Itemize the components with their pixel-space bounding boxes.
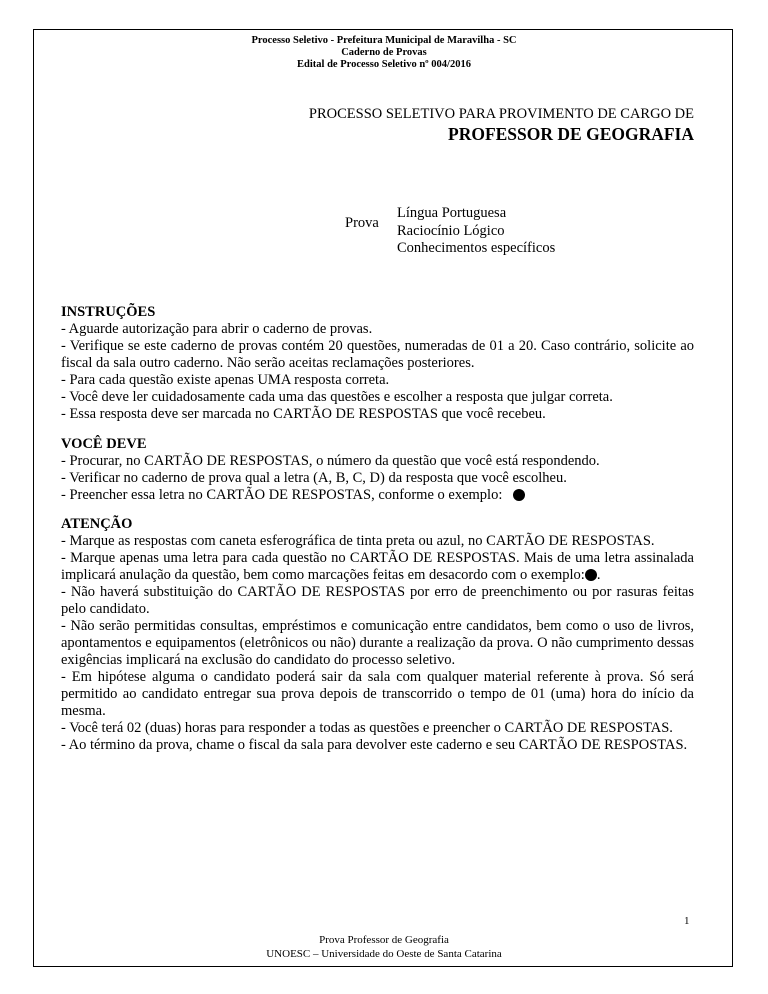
instrucoes-item: - Essa resposta deve ser marcada no CARTÃO DE RESPOSTAS que você recebeu. (61, 406, 546, 422)
document-header (0, 35, 768, 71)
instrucoes-item: - Verifique se este caderno de provas contém 20 questões, numeradas de 01 a 20. Caso contrário, solicite ao fiscal da sala outro caderno. Não serão aceitas reclamações posteriores. (61, 338, 694, 371)
header-line-1: Processo Seletivo - Prefeitura Municipal de Maravilha - SC (251, 35, 517, 46)
atencao-item (61, 550, 694, 584)
footer-line-2: UNOESC – Universidade do Oeste de Santa Catarina (266, 948, 502, 960)
voce-deve-item: - Verificar no caderno de prova qual a letra (A, B, C, D) da resposta que você escolheu. (61, 470, 567, 486)
header-line-3: Edital de Processo Seletivo nº 004/2016 (297, 59, 471, 70)
atencao-title: ATENÇÃO (61, 516, 133, 532)
atencao-item: - Marque as respostas com caneta esferográfica de tinta preta ou azul, no CARTÃO DE RESPOSTAS. (61, 533, 655, 549)
footer-line-1: Prova Professor de Geografia (319, 934, 449, 946)
prova-subject: Conhecimentos específicos (397, 240, 556, 256)
header-line-2: Caderno de Provas (341, 47, 427, 58)
title-line-2: PROFESSOR DE GEOGRAFIA (448, 124, 694, 144)
instrucoes-title: INSTRUÇÕES (61, 304, 156, 320)
atencao-item: - Você terá 02 (duas) horas para responder a todas as questões e preencher o CARTÃO DE RESPOSTAS. (61, 720, 673, 736)
atencao-item: - Não serão permitidas consultas, empréstimos e comunicação entre candidatos, bem como o uso de livros, apontamentos e equipamentos (eletrônicos ou não) durante a realização da prova. O não cumprimento dessas exigências implicará na exclusão do candidato do processo seletivo. (61, 618, 694, 668)
filled-bubble-example-icon (513, 489, 525, 501)
instrucoes-item: - Você deve ler cuidadosamente cada uma das questões e escolher a resposta que julgar correta. (61, 389, 613, 405)
prova-label: Prova (345, 215, 379, 231)
atencao-item: - Ao término da prova, chame o fiscal da sala para devolver este caderno e seu CARTÃO DE RESPOSTAS. (61, 737, 688, 753)
atencao-item: - Não haverá substituição do CARTÃO DE RESPOSTAS por erro de preenchimento ou por rasuras feitas pelo candidato. (61, 584, 694, 617)
voce-deve-item-example (61, 487, 694, 504)
title-block (309, 105, 694, 145)
page-number: 1 (684, 915, 690, 927)
atencao-item: - Em hipótese alguma o candidato poderá sair da sala com qualquer material referente à prova. Só será permitido ao candidato entregar sua prova depois de transcorrido o tempo de 01 (uma) hora do início da mesma. (61, 669, 694, 719)
instrucoes-section (61, 304, 694, 423)
atencao-item-text: - Marque apenas uma letra para cada questão no CARTÃO DE RESPOSTAS. Mais de uma letra assinalada implicará anulação da questão, bem como marcações feitas em desacordo com o exemplo: (61, 550, 694, 583)
prova-subject-list (397, 205, 555, 258)
voce-deve-item: - Procurar, no CARTÃO DE RESPOSTAS, o número da questão que você está respondendo. (61, 453, 600, 469)
voce-deve-item-text: - Preencher essa letra no CARTÃO DE RESPOSTAS, conforme o exemplo: (61, 487, 503, 503)
atencao-item-end: . (596, 567, 601, 583)
instrucoes-item: - Aguarde autorização para abrir o caderno de provas. (61, 321, 373, 337)
filled-bubble-example-icon (585, 569, 597, 581)
instrucoes-item: - Para cada questão existe apenas UMA resposta correta. (61, 372, 390, 388)
voce-deve-section (61, 436, 694, 504)
prova-subject: Raciocínio Lógico (397, 222, 505, 239)
atencao-section (61, 516, 694, 754)
prova-subject: Língua Portuguesa (397, 205, 507, 221)
document-footer (0, 933, 768, 961)
title-line-1: PROCESSO SELETIVO PARA PROVIMENTO DE CARGO DE (308, 106, 694, 122)
voce-deve-title: VOCÊ DEVE (61, 436, 147, 452)
